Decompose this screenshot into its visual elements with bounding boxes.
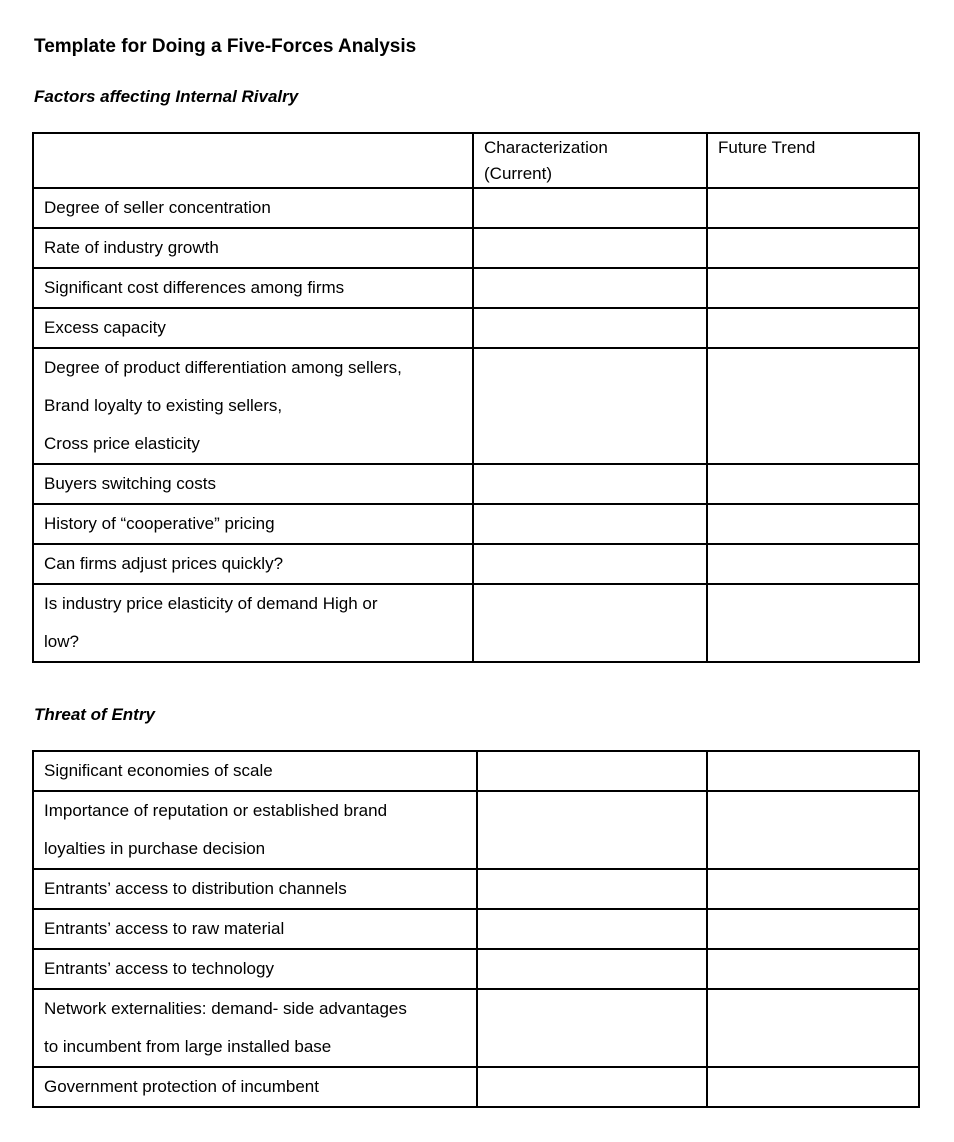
- characterization-column-header: Characterization (Current): [473, 133, 707, 188]
- table-row: [33, 308, 919, 348]
- factor-cell: Rate of industry growth: [33, 228, 473, 268]
- future-trend-cell[interactable]: [707, 188, 919, 228]
- characterization-cell[interactable]: [473, 504, 707, 544]
- factor-cell: Significant economies of scale: [33, 751, 477, 791]
- characterization-cell[interactable]: [473, 228, 707, 268]
- characterization-cell[interactable]: [473, 348, 707, 464]
- table-row: [33, 504, 919, 544]
- characterization-cell[interactable]: [473, 584, 707, 662]
- future-trend-cell[interactable]: [707, 869, 919, 909]
- characterization-cell[interactable]: [477, 1067, 707, 1107]
- future-trend-cell[interactable]: [707, 228, 919, 268]
- factor-cell: Significant cost differences among firms: [33, 268, 473, 308]
- factor-cell: Entrants’ access to raw material: [33, 909, 477, 949]
- factor-cell: Government protection of incumbent: [33, 1067, 477, 1107]
- characterization-cell[interactable]: [477, 751, 707, 791]
- characterization-cell[interactable]: [473, 464, 707, 504]
- table-row: [33, 1067, 919, 1107]
- table-row: [33, 909, 919, 949]
- future-trend-cell[interactable]: [707, 1067, 919, 1107]
- table-header-row: [33, 133, 919, 188]
- future-trend-cell[interactable]: [707, 949, 919, 989]
- factor-cell: Importance of reputation or established brand loyalties in purchase decision: [33, 791, 477, 869]
- table-row: [33, 989, 919, 1067]
- characterization-cell[interactable]: [477, 949, 707, 989]
- table-row: [33, 869, 919, 909]
- future-trend-cell[interactable]: [707, 909, 919, 949]
- characterization-cell[interactable]: [477, 869, 707, 909]
- table-row: [33, 348, 919, 464]
- table-row: [33, 949, 919, 989]
- characterization-cell[interactable]: [473, 188, 707, 228]
- future-trend-cell[interactable]: [707, 268, 919, 308]
- factor-cell: Can firms adjust prices quickly?: [33, 544, 473, 584]
- future-trend-cell[interactable]: [707, 544, 919, 584]
- factor-column-header: [33, 133, 473, 188]
- future-trend-cell[interactable]: [707, 989, 919, 1067]
- section-heading-internal-rivalry: Factors affecting Internal Rivalry: [34, 87, 299, 106]
- table-row: [33, 464, 919, 504]
- internal-rivalry-table: [32, 132, 920, 663]
- characterization-cell[interactable]: [477, 909, 707, 949]
- factor-cell: Network externalities: demand- side advantages to incumbent from large installed base: [33, 989, 477, 1067]
- characterization-cell[interactable]: [473, 308, 707, 348]
- factor-cell: Entrants’ access to distribution channels: [33, 869, 477, 909]
- characterization-cell[interactable]: [477, 989, 707, 1067]
- future-trend-cell[interactable]: [707, 464, 919, 504]
- factor-cell: Buyers switching costs: [33, 464, 473, 504]
- table-row: [33, 584, 919, 662]
- future-trend-cell[interactable]: [707, 308, 919, 348]
- table-row: [33, 791, 919, 869]
- section-heading-threat-of-entry: Threat of Entry: [34, 705, 155, 724]
- table-row: [33, 228, 919, 268]
- table-row: [33, 751, 919, 791]
- future-trend-cell[interactable]: [707, 504, 919, 544]
- future-trend-cell[interactable]: [707, 584, 919, 662]
- factor-cell: Degree of seller concentration: [33, 188, 473, 228]
- table-row: [33, 188, 919, 228]
- characterization-cell[interactable]: [473, 268, 707, 308]
- factor-cell: History of “cooperative” pricing: [33, 504, 473, 544]
- table-row: [33, 268, 919, 308]
- factor-cell: Degree of product differentiation among sellers, Brand loyalty to existing sellers, Cross price elasticity: [33, 348, 473, 464]
- threat-of-entry-table: [32, 750, 920, 1108]
- factor-cell: Entrants’ access to technology: [33, 949, 477, 989]
- future-trend-cell[interactable]: [707, 348, 919, 464]
- future-trend-column-header: Future Trend: [707, 133, 919, 188]
- factor-cell: Excess capacity: [33, 308, 473, 348]
- future-trend-cell[interactable]: [707, 791, 919, 869]
- table-row: [33, 544, 919, 584]
- future-trend-cell[interactable]: [707, 751, 919, 791]
- factor-cell: Is industry price elasticity of demand High or low?: [33, 584, 473, 662]
- document-title: Template for Doing a Five-Forces Analysis: [34, 36, 417, 57]
- characterization-cell[interactable]: [473, 544, 707, 584]
- characterization-cell[interactable]: [477, 791, 707, 869]
